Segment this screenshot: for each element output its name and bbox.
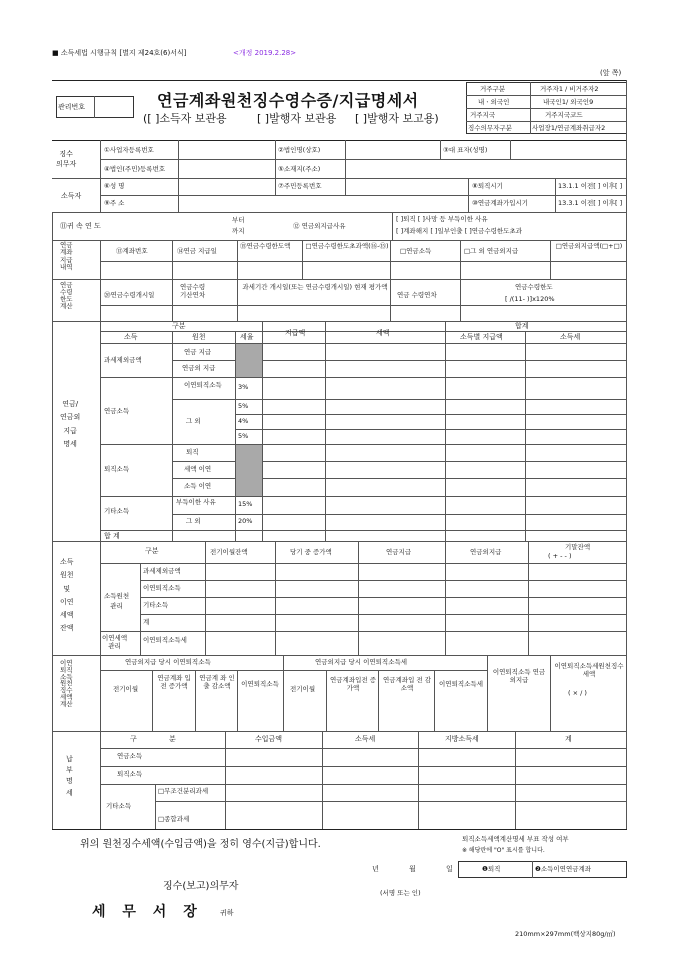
form-title: 연금계좌원천징수영수증/지급명세서: [157, 91, 419, 110]
detail-income-head: 소득: [124, 333, 138, 341]
source-section-label: 소득 원천 및 이연 세액 잔액: [60, 558, 74, 633]
nationality-label: 내ㆍ외국인: [478, 98, 510, 106]
tax-office-head: 세 무 서 장: [92, 904, 203, 920]
deferred-col-prev: 전기이월: [113, 685, 139, 693]
copy-issuer-check[interactable]: [ ]발행자 보관용: [257, 112, 337, 125]
revision-note: <개정 2019.2.28>: [233, 49, 297, 57]
row-src-tax-defer: 세액 이연: [184, 465, 212, 473]
pension-income-head: □연금소득: [400, 247, 432, 255]
deferred-formula: ( × / ): [568, 689, 587, 697]
row-src-unavoidable: 부득이한 사유: [176, 498, 216, 506]
earner-name-label: ⑥성 명: [104, 182, 125, 190]
receipt-statement: 위의 원천징수세액(수입금액)을 정히 영수(지급)합니다.: [80, 839, 321, 850]
address-label: ⑤소재지(주소): [278, 165, 321, 173]
paid-row-other: 기타소득: [106, 802, 132, 810]
deferred-section-label: 이연 퇴직 소득 원천 징수 세액 계산: [60, 659, 73, 708]
source-row-other: 기타소득: [143, 601, 169, 609]
law-reference: ■ 소득세법 시행규칙 [별지 제24호(6)서식]: [52, 49, 187, 57]
paid-head-local-tax: 지방소득세: [445, 735, 479, 743]
attribution-year-label: ⑪귀 속 연 도: [60, 222, 101, 230]
global-tax-check[interactable]: □종합과세: [158, 815, 190, 823]
retire-calc-note-sub: ※ 해당란에 "O" 표시를 합니다.: [462, 847, 545, 854]
row-src-retire: 퇴직: [186, 448, 199, 456]
retire-calc-note-title: 퇴직소득세액계산명세 부표 작성 여부: [462, 835, 569, 843]
payer-type-value[interactable]: 사업장1/연금계좌취급자2: [532, 124, 606, 132]
pension-pay-date-head: ⑭연금 지급일: [177, 247, 217, 255]
detail-total-tax-head: 소득세: [560, 333, 581, 341]
deferred-col-income: 이연퇴직소득: [241, 680, 279, 688]
deferred-right-head: 연금외지급 당시 이연퇴직소득세: [315, 658, 408, 666]
paid-head-income-tax: 소득세: [355, 735, 376, 743]
row-rate-3: 3%: [238, 383, 249, 391]
retirement-time-check[interactable]: 13.1.1 이전[ ] 이후[ ]: [558, 182, 623, 190]
row-group-pension: 연금소득: [104, 407, 130, 415]
row-src-other: 그 외: [186, 417, 201, 425]
row-src-other-pay: 연금외 지급: [182, 364, 216, 372]
valuation-head: 과세기간 개시일(또는 연금수령개시일) 현재 평가액: [242, 283, 388, 291]
paid-head-group: 구 분: [130, 735, 176, 743]
resident-number-label: ⑦주민등록번호: [278, 182, 322, 190]
pension-start-head: ⑳연금수령개시일: [104, 291, 155, 299]
source-non-pension-head: 연금외지급: [470, 548, 502, 556]
separate-tax-check[interactable]: □무조건분리과세: [158, 787, 209, 795]
payer-section-label: 징수 의무자: [56, 150, 77, 168]
row-rate-4: 4%: [238, 417, 249, 425]
management-number-label: 관리번호: [58, 103, 86, 111]
row-src-pension-pay: 연금 지급: [184, 348, 212, 356]
row-group-other-income: 기타소득: [104, 507, 130, 515]
corp-reg-number-label: ④법인(주민)등록번호: [104, 165, 166, 173]
copy-earner-check[interactable]: ([ ]소득자 보관용: [143, 112, 227, 125]
source-increase-head: 당기 중 증가액: [290, 548, 332, 556]
retirement-time-label: ⑧퇴직시기: [472, 182, 503, 190]
payer-signature-label: 징수(보고)의무자: [163, 881, 239, 892]
account-join-date-label: ⑩연금계좌가입시기: [472, 199, 529, 207]
period-to-label: 까지: [232, 227, 245, 235]
limit-section-label: 연금 수령 한도 계산: [60, 281, 73, 311]
deferred-tax-col-decrease: 연금계좌입 전 감소액: [382, 676, 432, 693]
pension-limit-head: ⑮연금수령한도액: [240, 242, 291, 250]
detail-total-pay-head: 소득별 지급액: [460, 333, 503, 341]
paid-section-label: 납 부 명 세: [66, 755, 73, 797]
residence-country-code[interactable]: 거주지국코드: [545, 111, 583, 119]
non-pension-total-head: □연금외지급액(□+□): [555, 242, 623, 250]
account-join-date-check[interactable]: 13.3.1 이전[ ] 이후[ ]: [558, 199, 623, 207]
deferred-withholding-tax: 이연퇴직소득세원천징수세액: [554, 662, 624, 679]
deferred-tax-col-tax: 이연퇴직소득세: [439, 680, 483, 688]
row-group-exempt: 과세제외금액: [104, 356, 142, 364]
source-row-deferred: 이연퇴직소득: [143, 584, 181, 592]
source-prev-balance-head: 전기이월잔액: [210, 548, 248, 556]
pension-limit-calc-head: 연금수령한도: [515, 283, 553, 291]
row-group-retire: 퇴직소득: [104, 465, 130, 473]
paid-row-pension: 연금소득: [117, 752, 143, 760]
row-rate-15: 15%: [238, 500, 253, 508]
row-src-income-defer: 소득 이연: [184, 482, 212, 490]
tax-defer-group: 이연세액 관리: [102, 634, 128, 650]
base-year-head: 연금수령 기산연차: [180, 283, 206, 299]
signature-field[interactable]: (서명 또는 인): [380, 889, 421, 897]
source-end-balance-formula: ( + - - ): [548, 552, 572, 560]
paid-row-retire: 퇴직소득: [117, 770, 143, 778]
source-row-exempt: 과세제외금액: [143, 567, 181, 575]
option-deferred-account[interactable]: ❷소득이연연금계좌: [535, 865, 592, 873]
deferred-col-decrease: 연금계 좌 인 출 감소액: [199, 674, 235, 691]
earner-address-label: ⑨주 소: [104, 199, 125, 207]
reason-options-2[interactable]: [ ]계좌해지 [ ]일부인출 [ ]연금수령한도초과: [396, 227, 523, 235]
honorific: 귀하: [220, 909, 234, 917]
option-retire[interactable]: ❶퇴직: [482, 865, 501, 873]
non-pension-reason-label: ⑫ 연금외지급사유: [293, 222, 346, 230]
detail-source-head: 원천: [192, 333, 206, 341]
paper-spec: 210mm×297mm(백상지80g/㎡): [515, 930, 616, 938]
detail-section-label: 연금/ 연금외 지급 명세: [60, 400, 81, 448]
payer-type-label: 징수의무자구분: [468, 124, 512, 132]
residency-label: 거주구분: [480, 85, 506, 93]
page-side: (앞 쪽): [600, 69, 622, 77]
corp-name-label: ②법인명(상호): [278, 146, 321, 154]
source-group-head: 구분: [145, 547, 159, 555]
tax-defer-row: 이연퇴직소득세: [143, 636, 187, 644]
nationality-value[interactable]: 내국인1/ 외국인9: [543, 98, 594, 106]
pension-year-head: 연금 수령연차: [397, 291, 437, 299]
source-pension-head: 연금지급: [386, 548, 412, 556]
source-end-balance-head: 기말잔액: [565, 543, 591, 551]
detail-sum-label: 합 계: [104, 532, 120, 540]
limit-excess-head: □연금수령한도초과액(⑯-⑮): [305, 242, 389, 250]
source-mgmt-group: 소득원천 관리: [104, 592, 130, 611]
reason-options-1[interactable]: [ ]퇴직 [ ]사망 등 부득이한 사유: [396, 215, 488, 223]
account-number-head: ⑬계좌번호: [116, 247, 148, 255]
detail-rate-head: 세율: [240, 333, 254, 341]
detail-group-head: 구분: [172, 322, 186, 330]
pension-limit-formula: [ /(11- )]x120%: [505, 295, 555, 303]
row-rate-5b: 5%: [238, 432, 249, 440]
deferred-tax-col-prev: 전기이월: [290, 685, 316, 693]
ceo-name-label: ③대 표자(성명): [443, 146, 488, 154]
payment-section-label: 연금 계좌 지급 내역: [60, 241, 73, 272]
deferred-left-head: 연금외지급 당시 이연퇴직소득: [125, 658, 211, 666]
residency-value[interactable]: 거주자1 / 비거주자2: [540, 85, 599, 93]
paid-head-revenue: 수입금액: [255, 735, 283, 743]
issue-date[interactable]: 년 월 일: [372, 865, 453, 873]
copy-report-check[interactable]: [ ]발행자 보고용): [355, 112, 439, 125]
row-rate-20: 20%: [238, 517, 253, 525]
earner-section-label: 소득자: [61, 192, 82, 200]
deferred-non-pension-pay: 이연퇴직소득 연금외지급: [492, 668, 546, 685]
row-rate-5a: 5%: [238, 402, 249, 410]
detail-payment-head: 지급액: [285, 329, 306, 337]
deferred-col-increase: 연금계좌 입 전 증가액: [157, 674, 191, 691]
row-src-other-2: 그 외: [186, 517, 201, 525]
row-src-deferred: 이연퇴직소득: [184, 381, 222, 389]
paid-head-total: 계: [565, 735, 572, 743]
other-payment-head: □그 외 연금외지급: [464, 247, 519, 255]
detail-total-head: 합계: [515, 322, 529, 330]
deferred-tax-col-increase: 연금계좌입전 증가액: [329, 676, 377, 693]
residence-country-label: 거주지국: [470, 111, 496, 119]
detail-tax-head: 세액: [376, 329, 390, 337]
source-row-total: 계: [143, 618, 150, 626]
business-number-label: ①사업자등록번호: [104, 146, 154, 154]
period-from-label: 부터: [232, 216, 245, 224]
